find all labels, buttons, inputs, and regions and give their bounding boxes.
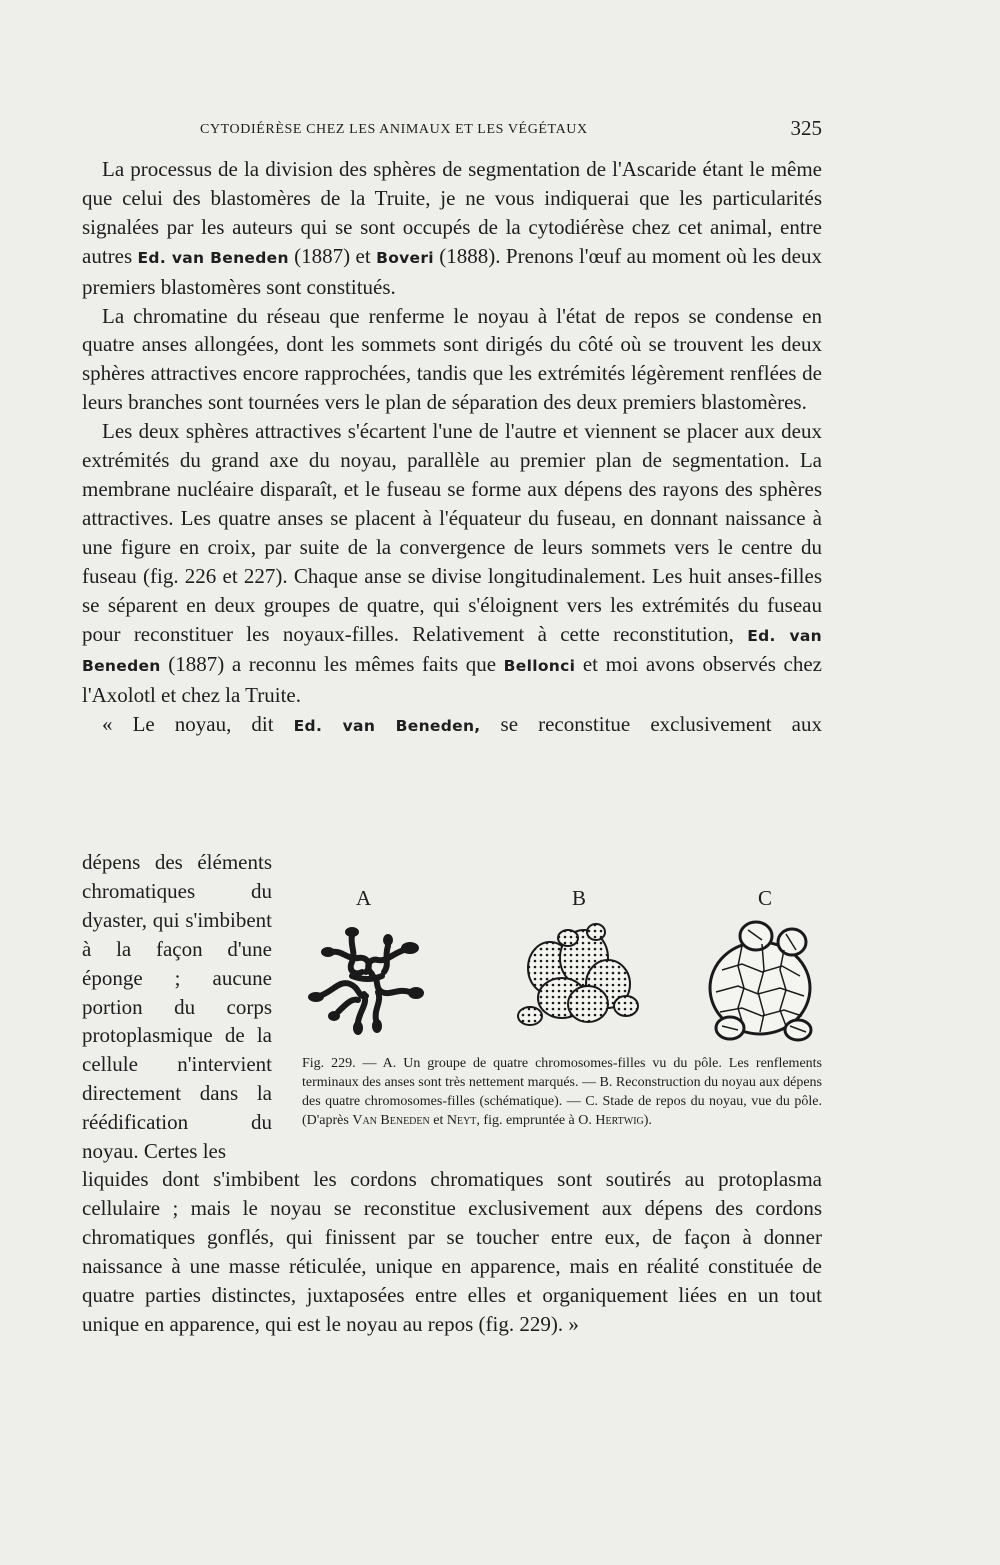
main-text-block — [82, 155, 822, 741]
paragraph-chromatine: La chromatine du réseau que renferme le noyau à l'état de repos se condense en quatre anses allongées, dont les sommets sont dirigés du côté où se trouvent les deux sphères attractives encore rapprochées, tandis que les extrémités légèrement renflées de leurs branches sont tournées vers le plan de séparation des deux premiers blastomères. — [82, 303, 822, 415]
paragraph-spheres: Les deux sphères attractives s'écartent l'une de l'autre et viennent se placer aux deux extrémités du grand axe du noyau, parallèle au premier plan de segmentation. La membrane nucléaire disparaît, et le fuseau se forme aux dépens des rayons des sphères attractives. Les quatre anses se placent à l'équateur du fuseau, en donnant naissance à une figure en croix, par suite de la convergence de leurs sommets vers le centre du fuseau (fig. 226 et 227). Chaque anse se divise longitudinalement. Les huit anses-filles se séparent en deux groupes de quatre, qui s'éloignent vers les extrémités du fuseau pour reconstituer les noyaux-filles. Relativement à cette reconstitution, Ed. van Beneden (1887) a reconnu les mêmes faits que Bellonci et moi avons observés chez l'Axolotl et chez la Truite. — [82, 419, 822, 708]
figure-caption: Fig. 229. — A. Un groupe de quatre chromosomes-filles vu du pôle. Les renflements terminaux des anses sont très nettement marqués. — B. Reconstruction du noyau aux dépens des quatre chromosomes-filles (schématique). — C. Stade de repos du noyau, vue du pôle. (D'après Van Beneden et Neyt, fig. empruntée à O. Hertwig). — [302, 1056, 822, 1128]
author-name: Ed. van Beneden — [82, 626, 822, 676]
figure-229 — [292, 880, 826, 1060]
author-name: Bellonci — [503, 657, 576, 676]
author-name: Hertwig — [595, 1113, 644, 1128]
closing-text: liquides dont s'imbibent les cordons chromatiques sont soutirés au protoplasma cellulaire ; mais le noyau se reconstitue exclusivement aux dépens des cordons chromatiques gonflés, qui finissent par se toucher entre eux, de façon à donner naissance à une masse réticulée, unique en apparence, mais en réalité constituée de quatre parties distinctes, juxtaposées entre elles et organiquement liées en un tout unique en apparence, qui est le noyau au repos (fig. 229). » — [82, 1167, 822, 1336]
paragraph-ascaride: La processus de la division des sphères de segmentation de l'Ascaride étant le même que celui des blastomères de la Truite, je ne vous indiquerai que les particularités signalées par les auteurs qui se sont occupés de la cytodiérèse chez cet animal, entre autres Ed. van Beneden (1887) et Boveri (1888). Prenons l'œuf au moment où les deux premiers blastomères sont constitués. — [82, 157, 822, 299]
figure-number: Fig. 229. — [302, 1056, 356, 1071]
running-title: CYTODIÉRÈSE CHEZ LES ANIMAUX ET LES VÉGÉTAUX — [200, 122, 588, 137]
quote-intro: « Le noyau, dit Ed. van Beneden, se reconstitue exclusivement aux — [102, 712, 822, 737]
page-header — [82, 116, 822, 146]
reconstruction-drawing — [518, 924, 638, 1025]
author-name: Van Beneden — [352, 1113, 430, 1128]
figure-label-a: A — [356, 886, 372, 910]
chromosome-group-drawing — [322, 935, 410, 1022]
narrow-column-text: dépens des éléments chromatiques du dyaster, qui s'imbibent à la façon d'une éponge ; aucune portion du corps protoplasmique de la cellule n'intervient directement dans la réédification du noyau. Certes les — [82, 850, 272, 1164]
figure-label-b: B — [572, 886, 587, 910]
author-name: Ed. van Beneden — [137, 248, 289, 267]
figure-label-c: C — [758, 886, 773, 910]
page-number: 325 — [790, 116, 822, 140]
author-name: Boveri — [376, 248, 434, 267]
author-name: Ed. van Beneden, — [293, 717, 481, 736]
figure-drawings — [292, 880, 826, 1060]
author-name: Neyt — [446, 1113, 477, 1128]
